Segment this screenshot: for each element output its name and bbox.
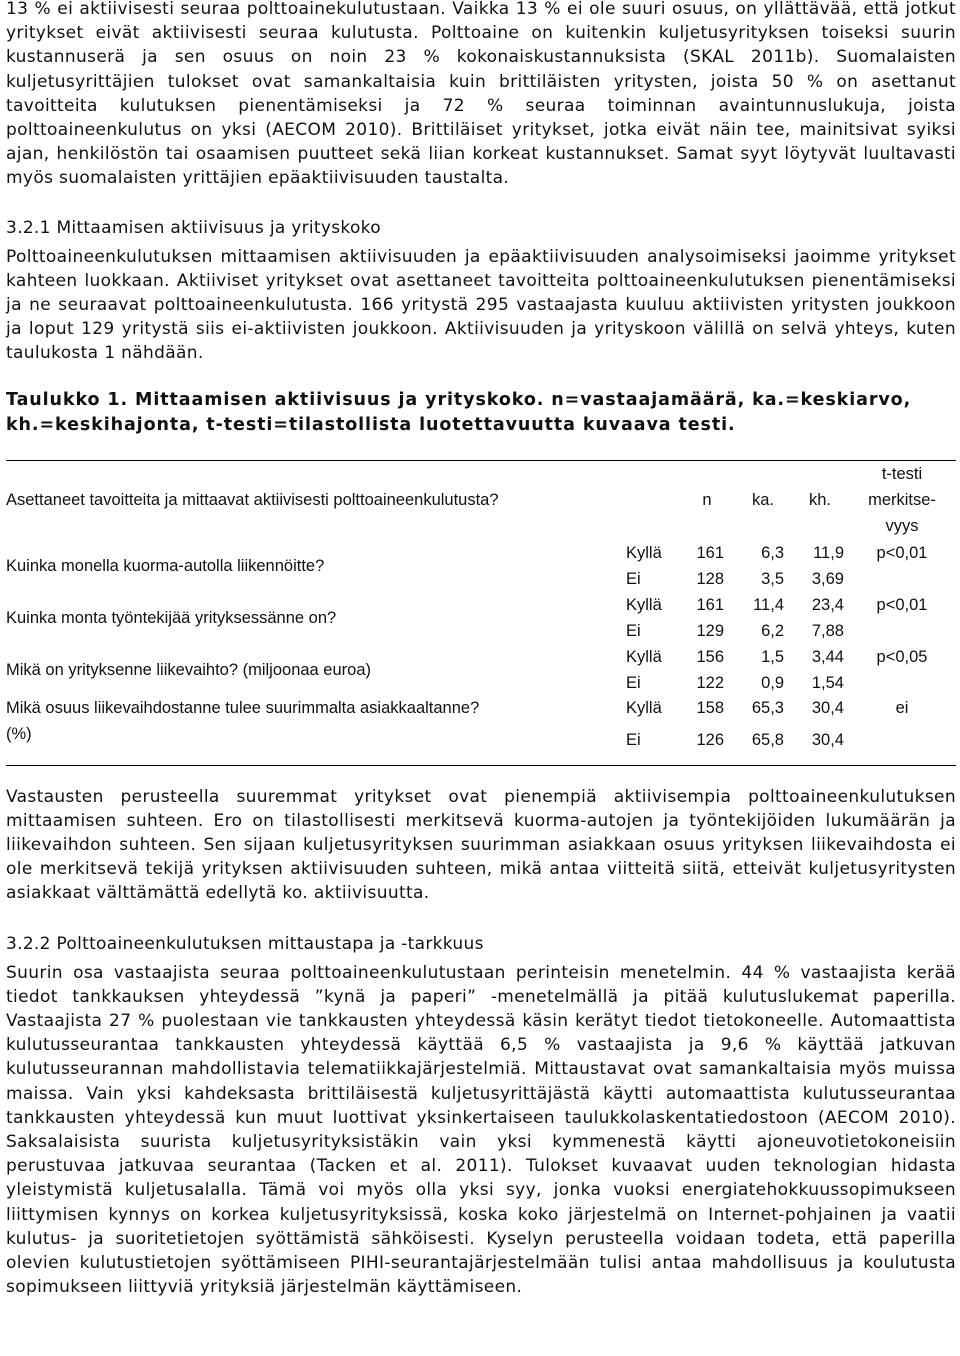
table-cell-significance: p<0,01	[876, 595, 928, 614]
table-cell-label: Ei	[626, 673, 641, 692]
table-cell-significance: p<0,01	[876, 543, 928, 562]
table-cell-n: 161	[696, 595, 724, 614]
table-cell-kh: 3,44	[811, 647, 844, 666]
table-row-question: Mikä osuus liikevaihdostanne tulee suurimmalta asiakkaaltanne?	[6, 698, 480, 717]
table-header-kh: kh.	[808, 490, 831, 509]
table-cell-label: Kyllä	[626, 543, 662, 562]
table-cell-n: 156	[696, 647, 724, 666]
table-cell-kh: 30,4	[811, 730, 844, 749]
table-cell-significance: p<0,05	[876, 647, 928, 666]
table-cell-ka: 3,5	[761, 569, 784, 588]
table-header-ka: ka.	[751, 490, 774, 509]
document-page	[6, 0, 956, 1300]
table-row-question-continuation: (%)	[6, 724, 32, 743]
table-cell-label: Kyllä	[626, 647, 662, 666]
table-cell-ka: 6,3	[761, 543, 784, 562]
table-cell-kh: 3,69	[811, 569, 844, 588]
table-cell-ka: 65,3	[751, 698, 784, 717]
table-cell-n: 129	[696, 621, 724, 640]
table-cell-ka: 65,8	[751, 730, 784, 749]
table-cell-label: Ei	[626, 569, 641, 588]
results-paragraph: Vastausten perusteella suuremmat yritykset ovat pienempiä aktiivisempia polttoaineenkulutuksen mittaamisen suhteen. Ero on tilastollisesti merkitsevä kuorma-autojen ja työntekijöiden lukumäärän ja liikevaihdon suhteen. Sen sijaan kuljetusyrityksen suurimman asiakkaan osuus yrityksen liikevaihdosta ei ole merkitsevä tekijä yrityksen aktiivisuuden suhteen, mikä antaa viitteitä siitä, etteivät kuljetusyritysten asiakkaat välttämättä edellytä ko. aktiivisuutta.	[6, 786, 956, 904]
table-cell-kh: 11,9	[813, 543, 844, 562]
section-3-2-2-paragraph: Suurin osa vastaajista seuraa polttoaineenkulutustaan perinteisin menetelmin. 44 % vastaajista kerää tiedot tankkauksen yhteydessä ”kynä ja paperi” -menetelmällä ja pitää kulutuslukemat paperilla. Vastaajista 27 % puolestaan vie tankkausten yhteydessä käsin kerätyt tiedot tietokoneelle. Automaattista kulutusseurantaa tankkausten yhteydessä käyttää 6,5 % vastaajista ja 9,6 % käyttää jatkuvan kulutusseurannan mahdollistavia telematiikkajärjestelmiä. Mittaustavat ovat samankaltaisia myös muissa maissa. Vain yksi kahdeksasta brittiläisestä kuljetusyrittäjästä käytti automaattista kulutusseurantaa tankkausten yhteydessä kun muut luottivat yksinkertaiseen taulukkolaskentatiedostoon (AECOM 2010). Saksalaisista suurista kuljetusyrityksistäkin vain yksi kymmenestä käytti ajoneuvotietokoneisiin perustuvaa jatkuvaa seurantaa (Tacken et al. 2011). Tulokset kuvaavat uuden teknologian hidasta yleistymistä kuljetusalalla. Tämä voi myös olla yksi syy, jonka vuoksi energiatehokkuussopimukseen liittymisen kynnys on korkea kuljetusyrityksissä, koska koko järjestelmä on Internet-pohjainen ja vaatii kulutus- ja suoritetietojen syöttämistä sähköisesti. Kyselyn perusteella voidaan todeta, että paperilla olevien kulutustietojen syöttämiseen PIHI-seurantajärjestelmään tulisi antaa mahdollisuus ja koulutusta sopimukseen liittyviä yrityksiä järjestelmän käyttämiseen.	[6, 962, 956, 1298]
table-cell-n: 161	[696, 543, 724, 562]
table-cell-n: 122	[696, 673, 724, 692]
table-header-ttest-line1: t-testi	[881, 464, 923, 483]
table-row-question: Kuinka monella kuorma-autolla liikennöitte?	[6, 556, 325, 575]
table-cell-kh: 1,54	[811, 673, 844, 692]
table-header-ttest-line3: vyys	[885, 516, 919, 535]
table-cell-label: Ei	[626, 621, 641, 640]
table-cell-label: Kyllä	[626, 698, 662, 717]
table-header-question: Asettaneet tavoitteita ja mittaavat aktiivisesti polttoaineenkulutusta?	[6, 490, 499, 509]
table-caption: Taulukko 1. Mittaamisen aktiivisuus ja yrityskoko. n=vastaajamäärä, ka.=keskiarvo, kh.=keskihajonta, t-testi=tilastollista luotettavuutta kuvaava testi.	[6, 389, 912, 435]
table-cell-ka: 6,2	[761, 621, 784, 640]
table-row-question: Mikä on yrityksenne liikevaihto? (miljoonaa euroa)	[6, 660, 372, 679]
section-heading-3-2-1: 3.2.1 Mittaamisen aktiivisuus ja yrityskoko	[6, 217, 381, 238]
intro-paragraph: 13 % ei aktiivisesti seuraa polttoainekulutustaan. Vaikka 13 % ei ole suuri osuus, on yllättävää, että jotkut yritykset eivät aktiivisesti seuraa kulutusta. Polttoaine on kuitenkin kuljetusyrityksen toiseksi suurin kustannuserä ja sen osuus on noin 23 % kokonaiskustannuksista (SKAL 2011b). Suomalaisten kuljetusyrittäjien tulokset ovat samankaltaisia kuin brittiläisten yritysten, joista 50 % on asettanut tavoitteita kulutuksen pienentämiseksi ja 72 % seuraa toiminnan avaintunnuslukuja, joista polttoaineenkulutus on yksi (AECOM 2010). Brittiläiset yritykset, jotka eivät näin tee, mainitsivat syiksi ajan, henkilöstön tai osaamisen puutteet sekä liian korkeat kustannukset. Samat syyt löytyvät luultavasti myös suomalaisten yrittäjien epäaktiivisuuden taustalta.	[6, 0, 956, 189]
table-cell-ka: 0,9	[761, 673, 784, 692]
table-cell-kh: 23,4	[811, 595, 844, 614]
data-table	[6, 460, 956, 766]
table-cell-label: Kyllä	[626, 595, 662, 614]
table-cell-kh: 7,88	[811, 621, 844, 640]
section-heading-3-2-2: 3.2.2 Polttoaineenkulutuksen mittaustapa ja -tarkkuus	[6, 933, 484, 954]
section-3-2-1-paragraph: Polttoaineenkulutuksen mittaamisen aktiivisuuden ja epäaktiivisuuden analysoimiseksi jaoimme yritykset kahteen luokkaan. Aktiiviset yritykset ovat asettaneet tavoitteita polttoaineenkulutuksen pienentämiseksi ja ne seuraavat polttoaineenkulutusta. 166 yritystä 295 vastaajasta kuuluu aktiivisten yritysten joukkoon ja loput 129 yritystä siis ei-aktiivisten joukkoon. Aktiivisuuden ja yrityskoon välillä on selvä yhteys, kuten taulukosta 1 nähdään.	[6, 246, 956, 364]
table-row-question: Kuinka monta työntekijää yrityksessänne on?	[6, 608, 337, 627]
table-header-n: n	[702, 490, 712, 509]
table-cell-ka: 11,4	[753, 595, 784, 614]
table-cell-n: 128	[696, 569, 724, 588]
table-header-ttest-line2: merkitse-	[868, 490, 936, 509]
table-cell-ka: 1,5	[761, 647, 784, 666]
table-cell-n: 158	[696, 698, 724, 717]
table-cell-significance: ei	[895, 698, 909, 717]
table-cell-label: Ei	[626, 730, 641, 749]
table-cell-kh: 30,4	[811, 698, 844, 717]
table-cell-n: 126	[696, 730, 724, 749]
